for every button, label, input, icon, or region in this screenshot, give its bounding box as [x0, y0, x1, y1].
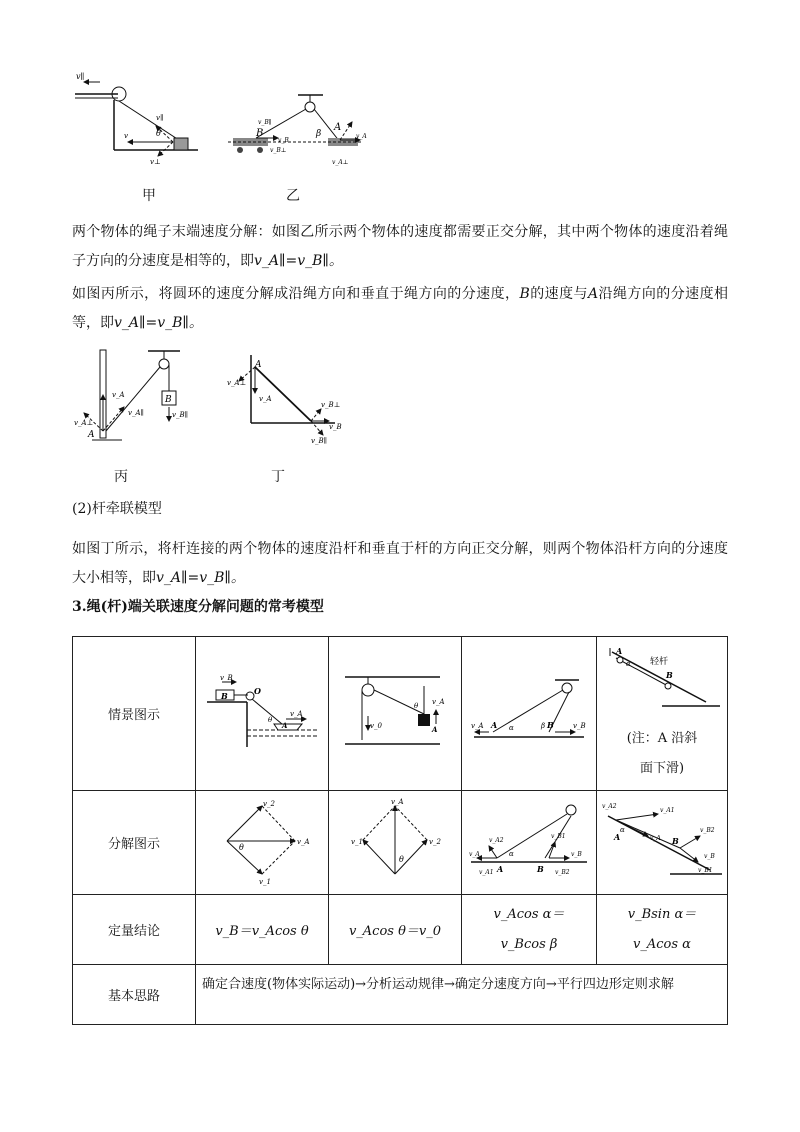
- row-header-scene: 情景图示: [73, 637, 196, 791]
- t-scene1-vA: v_A: [290, 709, 303, 718]
- caption-yi: 乙: [286, 188, 300, 204]
- paragraph-2-text-a: 如图丙所示，将圆环的速度分解成沿绳方向和垂直于绳方向的分速度，: [72, 286, 520, 302]
- figure-yi: [228, 90, 368, 168]
- label-bing-A: A: [88, 430, 95, 440]
- paragraph-2-formula: v_A∥=v_B∥。: [114, 315, 203, 331]
- t-scene3-vA: v_A: [471, 721, 484, 730]
- conclusion-cell-3: [462, 895, 597, 965]
- t-decomp4-vB1: v_B1: [698, 866, 713, 874]
- scene-diagram-4: [602, 644, 722, 720]
- paragraph-3-text: 如图丁所示，将杆连接的两个物体的速度沿杆和垂直于杆的方向正交分解，则两个物体沿杆方向的分速度大小相等，即: [72, 541, 728, 586]
- note-line-2: 面下滑): [639, 760, 685, 776]
- label-ding-vB-parallel: v_B∥: [311, 437, 327, 445]
- t-scene1-theta: θ: [268, 715, 273, 724]
- t-decomp4-vA: v_A: [650, 834, 661, 842]
- label-jia-v-parallel: v∥: [156, 114, 164, 122]
- t-decomp1-v2: v_2: [263, 799, 275, 808]
- paragraph-3: [72, 535, 728, 593]
- t-scene4-A: A: [616, 645, 623, 656]
- paragraph-2-A: A: [587, 286, 599, 302]
- note-slide: [597, 724, 727, 784]
- paragraph-1-text: 两个物体的绳子末端速度分解：如图乙所示两个物体的速度都需要正交分解，其中两个物体的速度沿着绳子方向的分速度是相等的，即: [72, 224, 728, 269]
- t-decomp4-vA1: v_A1: [660, 806, 675, 814]
- scene-cell-3: [462, 637, 597, 791]
- label-yi-A: A: [334, 122, 342, 133]
- t-scene2-v0: v_0: [370, 721, 382, 730]
- paragraph-3-formula: v_A∥=v_B∥。: [156, 570, 245, 586]
- decomp-cell-3: [462, 791, 597, 895]
- t-scene2-A: A: [432, 724, 438, 734]
- t-scene1-A: A: [282, 720, 288, 730]
- figure-ding: [225, 345, 345, 450]
- t-scene3-B: B: [547, 719, 554, 730]
- t-scene1-vB: v_B: [220, 673, 233, 682]
- t-scene2-vA: v_A: [432, 697, 445, 706]
- t-decomp4-vB: v_B: [704, 852, 715, 860]
- t-decomp4-alpha: α: [620, 825, 625, 834]
- t-scene3-beta: β: [541, 721, 546, 730]
- label-ding-vA-perp: v_A⊥: [227, 379, 247, 387]
- figure-bing: [72, 345, 212, 450]
- label-jia-v-perp: v⊥: [150, 158, 161, 165]
- t-scene1-O: O: [254, 685, 261, 696]
- figure-jia: [70, 70, 210, 165]
- t-scene2-theta: θ: [414, 701, 419, 710]
- t-decomp3-alpha: α: [509, 849, 514, 858]
- label-yi-vB-parallel: v_B∥: [258, 119, 272, 126]
- t-decomp2-v2: v_2: [429, 837, 441, 846]
- t-decomp3-A: A: [497, 863, 504, 874]
- table-row-scene: [73, 637, 728, 791]
- label-jia-v: v: [124, 132, 128, 140]
- decomp-diagram-3: [467, 796, 591, 886]
- thinking-cell: 确定合速度(物体实际运动)→分析运动规律→确定分速度方向→平行四边形定则求解: [196, 965, 728, 1025]
- t-decomp3-vB: v_B: [571, 850, 582, 858]
- t-scene4-alpha: α: [626, 659, 631, 668]
- row-header-thinking: 基本思路: [73, 965, 196, 1025]
- t-decomp4-vA2: v_A2: [602, 802, 617, 810]
- scene-diagram-3: [469, 672, 589, 752]
- models-table: [72, 636, 728, 1025]
- label-yi-vA: v_A: [356, 133, 367, 140]
- section-heading: 3.绳(杆)端关联速度分解问题的常考模型: [72, 599, 324, 615]
- decomp-diagram-2: [345, 796, 445, 886]
- t-decomp1-v1: v_1: [259, 877, 271, 886]
- decomp-cell-4: [597, 791, 728, 895]
- conclusion-2: v_Acos θ＝v_0: [348, 924, 442, 939]
- caption-bing: 丙: [114, 469, 128, 485]
- t-scene4-B: B: [666, 669, 673, 680]
- t-scene3-A: A: [491, 719, 498, 730]
- label-jia-v-parallel-top: v∥: [76, 72, 85, 81]
- t-decomp3-vA: v_A: [469, 850, 480, 858]
- label-bing-vA-parallel: v_A∥: [128, 409, 144, 417]
- paragraph-2-text-c: 沿绳方向的分速度相等，即: [72, 286, 729, 331]
- caption-jia: 甲: [142, 188, 156, 204]
- conclusion-3-line2: v_Bcos β: [500, 936, 558, 952]
- caption-ding: 丁: [271, 469, 285, 485]
- label-bing-vA: v_A: [112, 391, 125, 399]
- conclusion-4-line2: v_Acos α: [633, 936, 691, 952]
- t-decomp2-v1: v_1: [351, 837, 363, 846]
- t-decomp3-B: B: [537, 863, 544, 874]
- label-ding-vB-perp: v_B⊥: [321, 401, 341, 409]
- conclusion-cell-1: [196, 895, 329, 965]
- label-yi-beta: β: [316, 129, 322, 139]
- table-row-thinking: [73, 965, 728, 1025]
- t-decomp2-theta: θ: [399, 854, 404, 864]
- t-scene3-vB: v_B: [573, 721, 586, 730]
- label-yi-vB-perp: v_B⊥: [270, 147, 287, 154]
- paragraph-2-text-b: 的速度与: [529, 286, 588, 302]
- t-scene3-alpha: α: [509, 723, 514, 732]
- conclusion-3-line1: v_Acos α＝: [493, 906, 565, 922]
- t-decomp1-vA: v_A: [297, 837, 310, 846]
- paragraph-1: [72, 218, 728, 276]
- decomp-diagram-4: [600, 796, 724, 886]
- paragraph-2: [72, 280, 728, 338]
- t-decomp4-vB2: v_B2: [700, 826, 715, 834]
- table-row-decomp: [73, 791, 728, 895]
- label-bing-B: B: [165, 395, 172, 405]
- paragraph-1-formula: v_A∥=v_B∥。: [254, 253, 343, 269]
- t-decomp3-vB2: v_B2: [555, 868, 570, 876]
- t-scene1-B: B: [221, 690, 228, 701]
- t-decomp4-A: A: [614, 831, 621, 842]
- label-ding-vB: v_B: [329, 423, 342, 431]
- conclusion-1: v_B＝v_Acos θ: [215, 924, 309, 939]
- label-bing-vA-perp: v_A⊥: [74, 419, 94, 427]
- t-decomp1-theta: θ: [239, 842, 244, 852]
- t-decomp3-vA2: v_A2: [489, 836, 504, 844]
- subtitle-rod-model: (2)杆牵联模型: [72, 501, 162, 517]
- paragraph-2-B: B: [519, 286, 530, 302]
- scene-diagram-2: [340, 672, 450, 752]
- label-jia-theta: θ: [156, 129, 161, 138]
- scene-cell-2: [329, 637, 462, 791]
- decomp-cell-1: [196, 791, 329, 895]
- conclusion-4-line1: v_Bsin α＝: [627, 906, 697, 922]
- scene-cell-1: [196, 637, 329, 791]
- label-ding-A: A: [255, 360, 262, 370]
- label-yi-vA-perp: v_A⊥: [332, 159, 349, 166]
- row-header-conclusion: 定量结论: [73, 895, 196, 965]
- label-yi-B: B: [256, 128, 264, 139]
- table-row-conclusion: [73, 895, 728, 965]
- label-bing-vB-parallel: v_B∥: [172, 411, 188, 419]
- scene-diagram-1: [202, 672, 322, 752]
- t-scene4-rod: 轻杆: [650, 656, 669, 667]
- conclusion-cell-4: [597, 895, 728, 965]
- t-decomp2-vA: v_A: [391, 797, 404, 806]
- conclusion-cell-2: [329, 895, 462, 965]
- label-ding-vA: v_A: [259, 395, 272, 403]
- note-line-1: (注：A 沿斜: [626, 730, 698, 746]
- label-yi-vB: v_B: [278, 137, 289, 144]
- t-decomp3-vB1: v_B1: [551, 832, 566, 840]
- row-header-decomp: 分解图示: [73, 791, 196, 895]
- t-decomp3-vA1: v_A1: [479, 868, 494, 876]
- scene-cell-4: [597, 637, 728, 791]
- decomp-diagram-1: [207, 796, 317, 886]
- t-decomp4-B: B: [672, 835, 679, 846]
- decomp-cell-2: [329, 791, 462, 895]
